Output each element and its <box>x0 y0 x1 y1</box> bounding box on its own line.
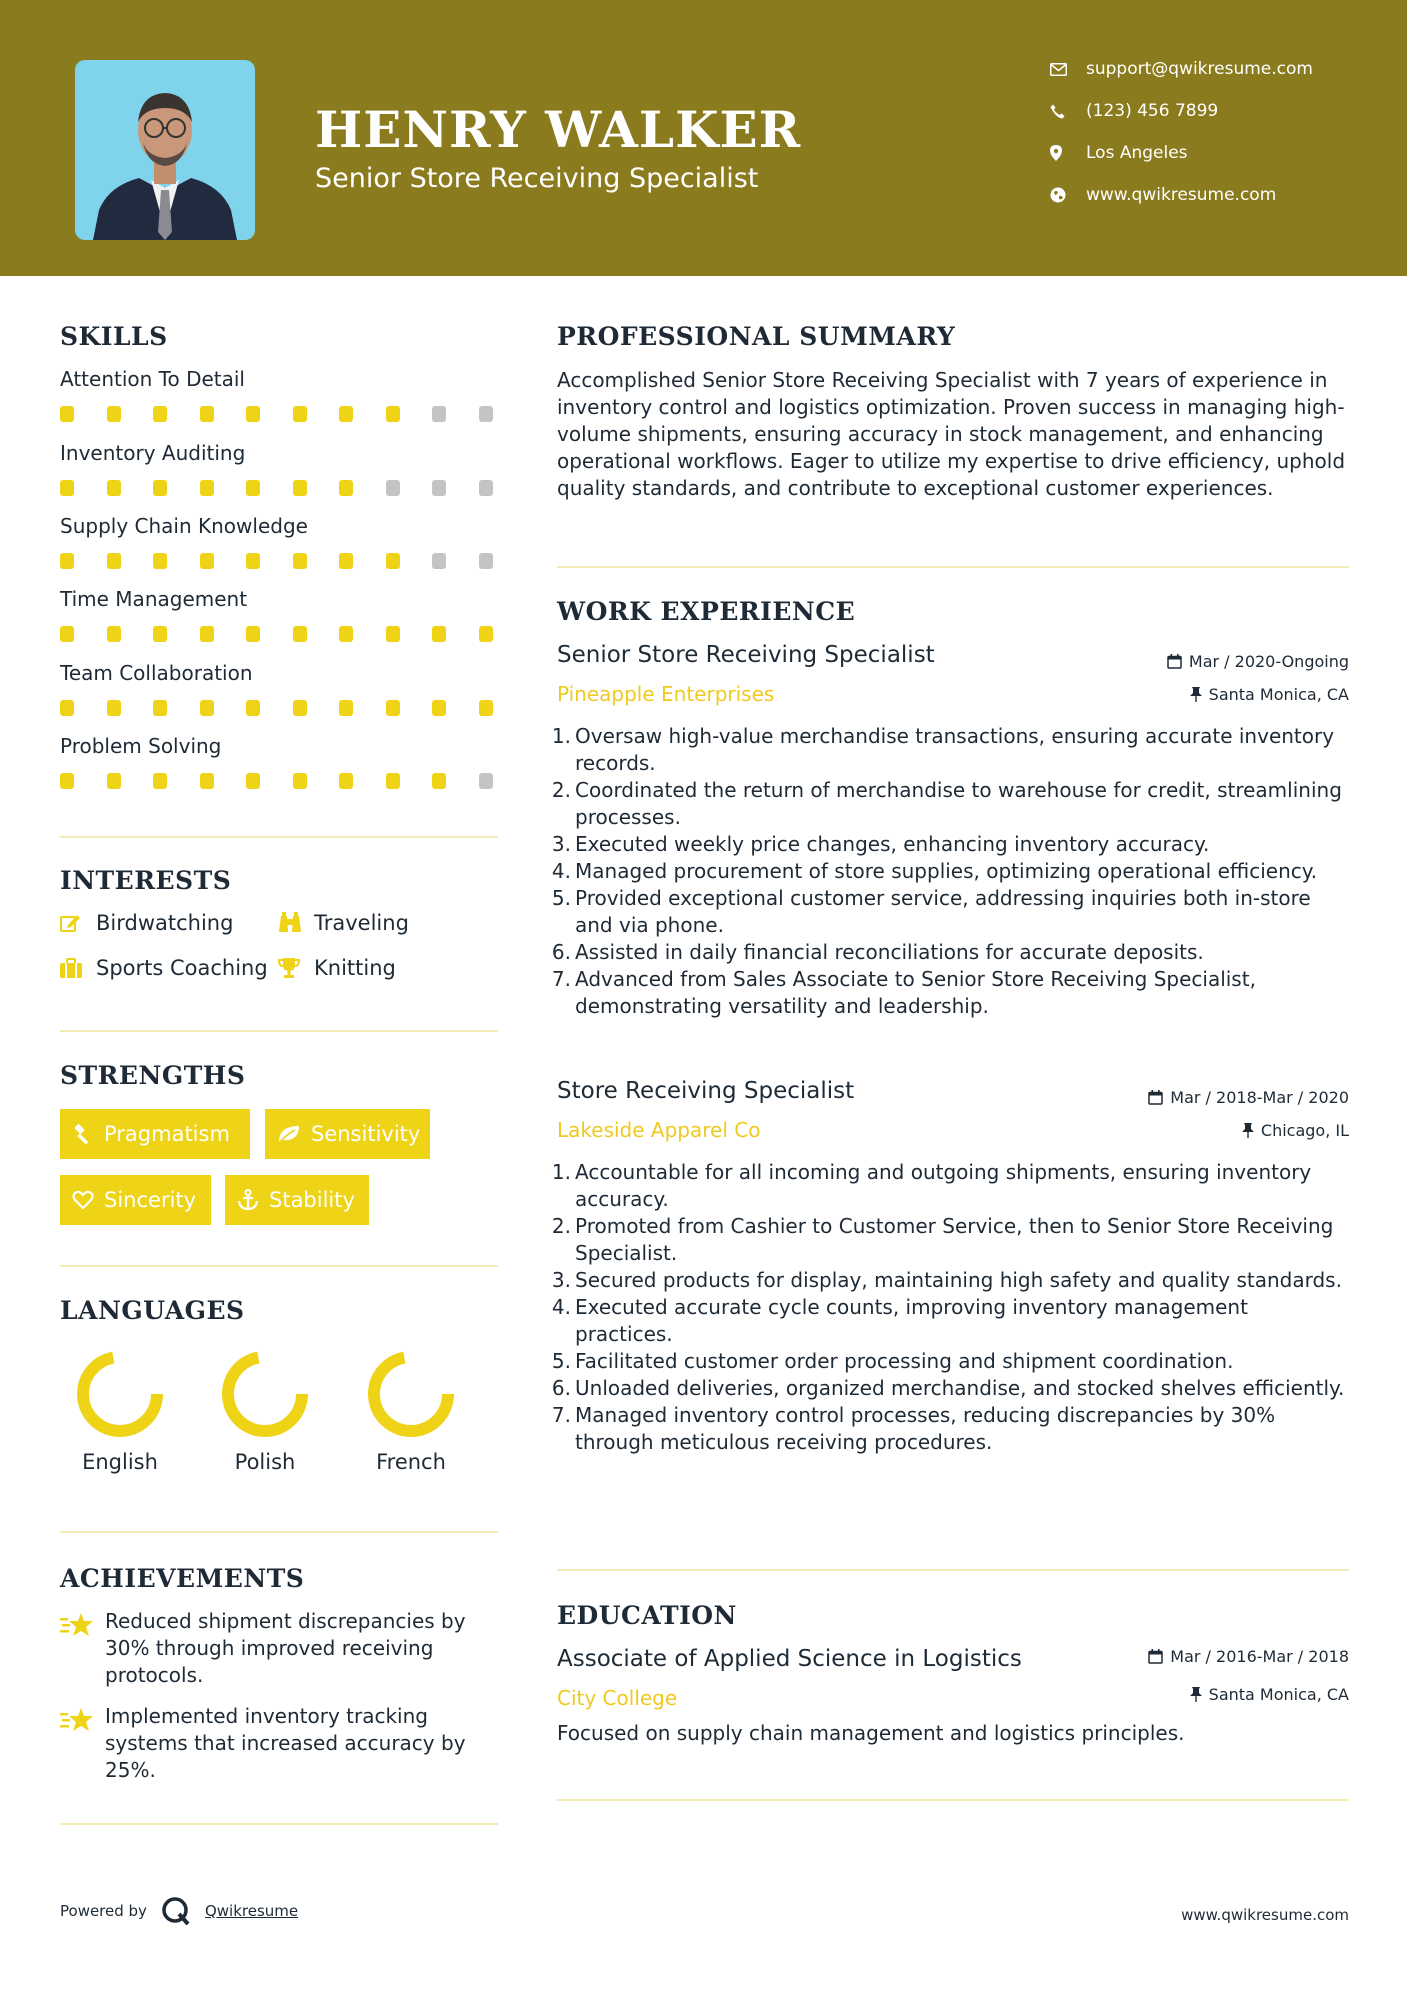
language-label: English <box>82 1450 158 1474</box>
language-label: French <box>376 1450 446 1474</box>
job-bullet: 5. Facilitated customer order processing and shipment coordination. <box>551 1349 1234 1373</box>
skill-dot-filled <box>432 626 446 642</box>
contact-website-text: www.qwikresume.com <box>1086 185 1277 205</box>
degree-title: Associate of Applied Science in Logistics <box>557 1646 1022 1672</box>
skill-dot-filled <box>246 773 260 789</box>
footer-url[interactable]: www.qwikresume.com <box>1181 1906 1349 1924</box>
job-bullets <box>550 1159 1350 1456</box>
skill-dot-filled <box>339 480 353 496</box>
section-divider <box>60 1531 498 1533</box>
job-bullet: 6. Assisted in daily financial reconciliations for accurate deposits. <box>551 940 1204 964</box>
section-divider <box>557 1569 1349 1571</box>
profile-photo <box>75 60 255 240</box>
skill-label: Attention To Detail <box>60 367 245 391</box>
education-date: Mar / 2016-Mar / 2018 <box>1148 1647 1349 1666</box>
mail-icon <box>1050 63 1086 76</box>
language-item <box>356 1348 466 1474</box>
company-name: Lakeside Apparel Co <box>557 1118 761 1142</box>
achievement-text: Reduced shipment discrepancies by 30% through improved receiving protocols. <box>105 1609 466 1687</box>
skill-dot-filled <box>107 406 121 422</box>
qwikresume-logo-icon <box>161 1896 191 1926</box>
skill-rating <box>60 773 500 791</box>
skill-dot-filled <box>386 406 400 422</box>
skill-dot-filled <box>107 773 121 789</box>
skill-dot-filled <box>339 626 353 642</box>
job-bullet: 1. Accountable for all incoming and outgoing shipments, ensuring inventory accuracy. <box>551 1160 1312 1211</box>
gavel-icon <box>72 1123 94 1145</box>
contact-email[interactable] <box>1050 56 1313 82</box>
skill-dot-filled <box>153 406 167 422</box>
job-bullet: 2. Coordinated the return of merchandise to warehouse for credit, streamlining processes. <box>551 778 1342 829</box>
candidate-title: Senior Store Receiving Specialist <box>315 163 759 194</box>
job-location: Chicago, IL <box>1242 1121 1349 1140</box>
language-label: Polish <box>234 1450 296 1474</box>
section-divider <box>557 566 1349 568</box>
skill-dot-empty <box>479 773 493 789</box>
interests-heading: INTERESTS <box>60 866 232 895</box>
job-location: Santa Monica, CA <box>1190 685 1349 704</box>
skill-dot-filled <box>200 553 214 569</box>
trophy-icon <box>278 957 314 979</box>
section-divider <box>557 1799 1349 1801</box>
skill-dot-filled <box>293 700 307 716</box>
skill-dot-filled <box>246 626 260 642</box>
skill-dot-filled <box>107 700 121 716</box>
skill-dot-empty <box>432 406 446 422</box>
binoculars-icon <box>278 912 314 934</box>
language-level-arc <box>374 1357 448 1431</box>
location-pin-icon <box>1050 145 1086 161</box>
job-bullet: 6. Unloaded deliveries, organized merchandise, and stocked shelves efficiently. <box>551 1376 1345 1400</box>
skills-heading: SKILLS <box>60 322 168 351</box>
language-ring <box>365 1348 457 1440</box>
skill-label: Inventory Auditing <box>60 441 246 465</box>
powered-by-label: Powered by <box>60 1902 147 1920</box>
strengths-heading: STRENGTHS <box>60 1061 246 1090</box>
job-bullet: 4. Managed procurement of store supplies, optimizing operational efficiency. <box>551 859 1318 883</box>
skill-dot-filled <box>339 700 353 716</box>
skill-dot-filled <box>246 553 260 569</box>
brand-link[interactable]: Qwikresume <box>204 1902 299 1920</box>
skill-dot-filled <box>200 700 214 716</box>
section-divider <box>60 1030 498 1032</box>
skill-dot-filled <box>293 626 307 642</box>
achievements-heading: ACHIEVEMENTS <box>60 1564 305 1593</box>
heart-icon <box>72 1190 94 1210</box>
language-item <box>65 1348 175 1474</box>
experience-heading: WORK EXPERIENCE <box>557 597 856 626</box>
skill-dot-filled <box>293 553 307 569</box>
job-bullets <box>550 723 1350 1020</box>
candidate-name: HENRY WALKER <box>315 100 802 159</box>
contact-location-text: Los Angeles <box>1086 143 1188 163</box>
calendar-icon <box>1148 1090 1163 1105</box>
skill-dot-empty <box>479 480 493 496</box>
job-title: Store Receiving Specialist <box>557 1078 855 1104</box>
skill-label: Time Management <box>60 587 248 611</box>
skill-rating <box>60 480 500 498</box>
skill-dot-filled <box>107 480 121 496</box>
header-banner <box>0 0 1407 276</box>
skill-rating <box>60 406 500 424</box>
skill-dot-filled <box>386 700 400 716</box>
education-location: Santa Monica, CA <box>1190 1685 1349 1704</box>
skill-dot-filled <box>293 406 307 422</box>
skill-dot-filled <box>153 553 167 569</box>
skill-dot-filled <box>60 700 74 716</box>
pushpin-icon <box>1242 1123 1254 1138</box>
powered-by <box>60 1896 298 1926</box>
skill-dot-filled <box>432 773 446 789</box>
skill-dot-filled <box>200 480 214 496</box>
education-description: Focused on supply chain management and logistics principles. <box>557 1721 1185 1745</box>
skill-dot-filled <box>200 406 214 422</box>
skill-dot-filled <box>339 406 353 422</box>
job-bullet: 3. Executed weekly price changes, enhancing inventory accuracy. <box>551 832 1210 856</box>
contact-location <box>1050 140 1188 166</box>
skill-label: Supply Chain Knowledge <box>60 514 308 538</box>
skill-dot-filled <box>153 480 167 496</box>
calendar-icon <box>1167 654 1182 669</box>
skill-dot-empty <box>386 480 400 496</box>
pushpin-icon <box>1190 687 1202 702</box>
achievement-text: Implemented inventory tracking systems that increased accuracy by 25%. <box>105 1704 466 1782</box>
skill-dot-filled <box>153 700 167 716</box>
skill-dot-filled <box>339 553 353 569</box>
job-bullet: 1. Oversaw high-value merchandise transactions, ensuring accurate inventory records. <box>551 724 1335 775</box>
language-item <box>210 1348 320 1474</box>
skill-dot-filled <box>107 626 121 642</box>
summary-text: Accomplished Senior Store Receiving Specialist with 7 years of experience in inventory control and logistics optimization. Proven success in managing high-volume shipments, ensuring accuracy in stock management, and enhancing operational workflows. Eager to utilize my expertise to drive efficiency, uphold quality standards, and contribute to exceptional customer experiences. <box>557 368 1346 500</box>
pushpin-icon <box>1190 1687 1202 1702</box>
anchor-icon <box>237 1189 259 1211</box>
education-heading: EDUCATION <box>557 1601 737 1630</box>
phone-icon <box>1050 104 1086 119</box>
summary-heading: PROFESSIONAL SUMMARY <box>557 322 956 351</box>
contact-phone[interactable] <box>1050 98 1218 124</box>
achievement-item <box>60 1703 500 1784</box>
job-bullet: 5. Provided exceptional customer service, addressing inquiries both in-store and via phone. <box>551 886 1311 937</box>
star-icon <box>60 1703 105 1784</box>
section-divider <box>60 1265 498 1267</box>
contact-website[interactable] <box>1050 182 1276 208</box>
language-level-arc <box>83 1357 157 1431</box>
skill-dot-filled <box>432 700 446 716</box>
skill-rating <box>60 553 500 571</box>
skill-label: Problem Solving <box>60 734 222 758</box>
skill-dot-filled <box>153 626 167 642</box>
job-date: Mar / 2020-Ongoing <box>1167 652 1349 671</box>
skill-rating <box>60 700 500 718</box>
skill-label: Team Collaboration <box>60 661 253 685</box>
strength-chip: Sensitivity <box>265 1109 430 1159</box>
skill-dot-filled <box>60 553 74 569</box>
section-divider <box>60 836 498 838</box>
job-bullet: 3. Secured products for display, maintaining high safety and quality standards. <box>551 1268 1342 1292</box>
skill-dot-filled <box>386 626 400 642</box>
strength-chip: Stability <box>225 1175 369 1225</box>
strength-chip: Pragmatism <box>60 1109 250 1159</box>
star-icon <box>60 1608 105 1689</box>
skill-dot-empty <box>432 553 446 569</box>
language-level-arc <box>228 1357 302 1431</box>
contact-email-text: support@qwikresume.com <box>1086 59 1313 79</box>
briefcase-icon <box>60 958 96 978</box>
skill-dot-empty <box>432 480 446 496</box>
skill-dot-empty <box>479 553 493 569</box>
section-divider <box>60 1823 498 1825</box>
achievement-item <box>60 1608 500 1689</box>
skill-dot-filled <box>339 773 353 789</box>
skill-dot-filled <box>386 773 400 789</box>
skill-dot-filled <box>60 480 74 496</box>
language-ring <box>219 1348 311 1440</box>
calendar-icon <box>1148 1649 1163 1664</box>
skill-dot-filled <box>246 406 260 422</box>
job-bullet: 7. Managed inventory control processes, reducing discrepancies by 30% through meticulous receiving procedures. <box>551 1403 1276 1454</box>
edit-icon <box>60 913 96 933</box>
company-name: Pineapple Enterprises <box>557 682 775 706</box>
skill-dot-filled <box>479 626 493 642</box>
skill-dot-filled <box>293 773 307 789</box>
skill-dot-filled <box>107 553 121 569</box>
skill-dot-empty <box>479 406 493 422</box>
languages-heading: LANGUAGES <box>60 1296 245 1325</box>
skill-dot-filled <box>60 773 74 789</box>
job-bullet: 2. Promoted from Cashier to Customer Service, then to Senior Store Receiving Specialist. <box>551 1214 1334 1265</box>
job-date: Mar / 2018-Mar / 2020 <box>1148 1088 1349 1107</box>
interest-item: Sports Coaching <box>60 956 268 980</box>
job-bullet: 4. Executed accurate cycle counts, improving inventory management practices. <box>551 1295 1248 1346</box>
school-name: City College <box>557 1686 678 1710</box>
skill-dot-filled <box>386 553 400 569</box>
leaf-icon <box>277 1124 301 1144</box>
language-ring <box>74 1348 166 1440</box>
strength-chip: Sincerity <box>60 1175 211 1225</box>
skill-dot-filled <box>200 626 214 642</box>
contact-phone-text: (123) 456 7899 <box>1086 101 1219 121</box>
skill-dot-filled <box>246 700 260 716</box>
interest-item: Knitting <box>278 956 396 980</box>
skill-dot-filled <box>60 626 74 642</box>
job-bullet: 7. Advanced from Sales Associate to Senior Store Receiving Specialist, demonstrating versatility and leadership. <box>551 967 1256 1018</box>
globe-icon <box>1050 187 1086 203</box>
skill-dot-filled <box>200 773 214 789</box>
interest-item: Birdwatching <box>60 911 233 935</box>
skill-dot-filled <box>479 700 493 716</box>
skill-dot-filled <box>246 480 260 496</box>
skill-dot-filled <box>293 480 307 496</box>
skill-rating <box>60 626 500 644</box>
skill-dot-filled <box>60 406 74 422</box>
interest-item: Traveling <box>278 911 409 935</box>
job-title: Senior Store Receiving Specialist <box>557 642 935 668</box>
skill-dot-filled <box>153 773 167 789</box>
